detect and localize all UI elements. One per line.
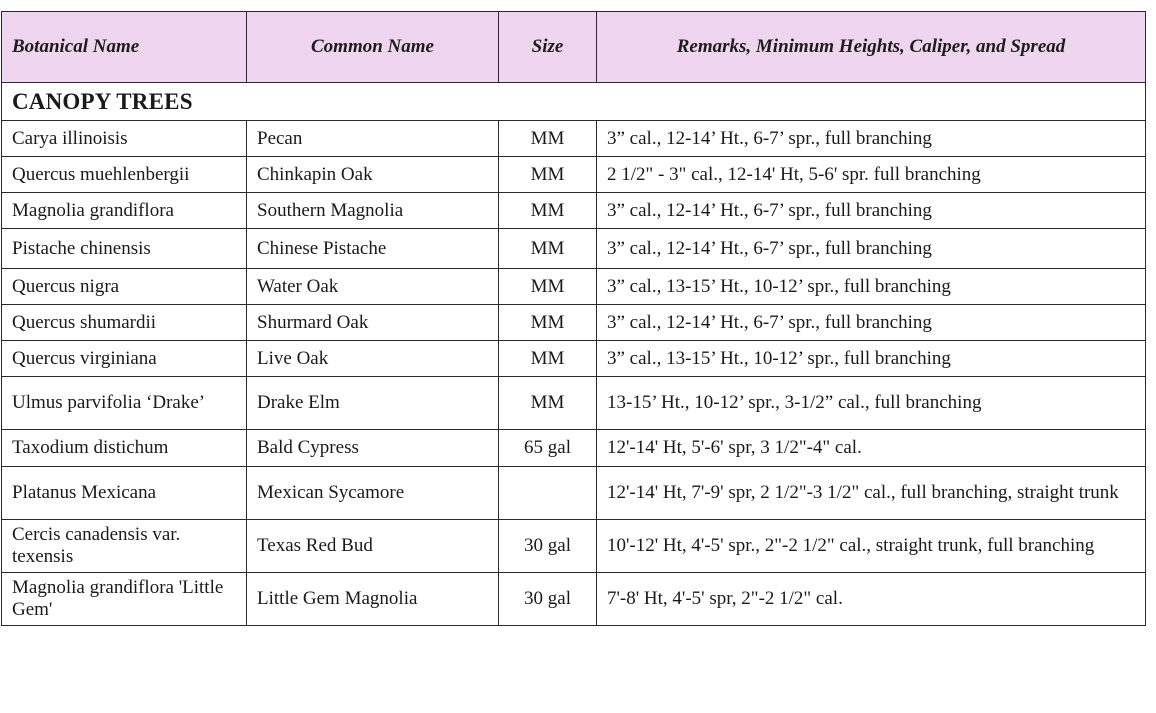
common-name-cell: Little Gem Magnolia <box>247 573 499 626</box>
common-name-cell: Mexican Sycamore <box>247 467 499 520</box>
botanical-name-cell: Magnolia grandiflora <box>2 193 247 229</box>
table-row <box>2 573 1146 626</box>
table-row <box>2 193 1146 229</box>
section-title: CANOPY TREES <box>2 83 1146 121</box>
botanical-name-cell: Magnolia grandiflora 'Little Gem' <box>2 573 247 626</box>
botanical-name-cell: Pistache chinensis <box>2 229 247 269</box>
size-cell <box>499 467 597 520</box>
plant-schedule-table <box>1 11 1146 626</box>
remarks-cell: 3” cal., 12-14’ Ht., 6-7’ spr., full branching <box>597 305 1146 341</box>
section-row <box>2 83 1146 121</box>
size-cell: MM <box>499 229 597 269</box>
botanical-name-cell: Ulmus parvifolia ‘Drake’ <box>2 377 247 430</box>
size-cell: 30 gal <box>499 573 597 626</box>
size-cell: MM <box>499 341 597 377</box>
common-name-cell: Texas Red Bud <box>247 520 499 573</box>
remarks-cell: 2 1/2" - 3" cal., 12-14' Ht, 5-6' spr. full branching <box>597 157 1146 193</box>
table-row <box>2 377 1146 430</box>
size-cell: MM <box>499 305 597 341</box>
table-row <box>2 157 1146 193</box>
header-botanical-name: Botanical Name <box>2 12 247 83</box>
remarks-cell: 3” cal., 12-14’ Ht., 6-7’ spr., full branching <box>597 229 1146 269</box>
common-name-cell: Chinkapin Oak <box>247 157 499 193</box>
table-row <box>2 121 1146 157</box>
header-remarks: Remarks, Minimum Heights, Caliper, and Spread <box>597 12 1146 83</box>
size-cell: 65 gal <box>499 430 597 467</box>
header-row <box>2 12 1146 83</box>
table-row <box>2 305 1146 341</box>
remarks-cell: 7'-8' Ht, 4'-5' spr, 2"-2 1/2" cal. <box>597 573 1146 626</box>
table-row <box>2 341 1146 377</box>
remarks-cell: 3” cal., 12-14’ Ht., 6-7’ spr., full branching <box>597 121 1146 157</box>
botanical-name-cell: Carya illinoisis <box>2 121 247 157</box>
botanical-name-cell: Quercus nigra <box>2 269 247 305</box>
botanical-name-cell: Platanus Mexicana <box>2 467 247 520</box>
remarks-cell: 3” cal., 12-14’ Ht., 6-7’ spr., full branching <box>597 193 1146 229</box>
botanical-name-cell: Taxodium distichum <box>2 430 247 467</box>
common-name-cell: Drake Elm <box>247 377 499 430</box>
remarks-cell: 3” cal., 13-15’ Ht., 10-12’ spr., full branching <box>597 341 1146 377</box>
common-name-cell: Southern Magnolia <box>247 193 499 229</box>
common-name-cell: Water Oak <box>247 269 499 305</box>
size-cell: MM <box>499 377 597 430</box>
remarks-cell: 12'-14' Ht, 7'-9' spr, 2 1/2"-3 1/2" cal., full branching, straight trunk <box>597 467 1146 520</box>
botanical-name-cell: Quercus shumardii <box>2 305 247 341</box>
header-size: Size <box>499 12 597 83</box>
header-common-name: Common Name <box>247 12 499 83</box>
botanical-name-cell: Quercus virginiana <box>2 341 247 377</box>
size-cell: MM <box>499 193 597 229</box>
common-name-cell: Bald Cypress <box>247 430 499 467</box>
size-cell: MM <box>499 121 597 157</box>
size-cell: MM <box>499 269 597 305</box>
common-name-cell: Shurmard Oak <box>247 305 499 341</box>
table-row <box>2 229 1146 269</box>
table-row <box>2 467 1146 520</box>
table-row <box>2 430 1146 467</box>
remarks-cell: 10'-12' Ht, 4'-5' spr., 2"-2 1/2" cal., straight trunk, full branching <box>597 520 1146 573</box>
remarks-cell: 3” cal., 13-15’ Ht., 10-12’ spr., full branching <box>597 269 1146 305</box>
table-row <box>2 520 1146 573</box>
size-cell: 30 gal <box>499 520 597 573</box>
remarks-cell: 13-15’ Ht., 10-12’ spr., 3-1/2” cal., full branching <box>597 377 1146 430</box>
table-row <box>2 269 1146 305</box>
size-cell: MM <box>499 157 597 193</box>
common-name-cell: Live Oak <box>247 341 499 377</box>
remarks-cell: 12'-14' Ht, 5'-6' spr, 3 1/2"-4" cal. <box>597 430 1146 467</box>
botanical-name-cell: Quercus muehlenbergii <box>2 157 247 193</box>
common-name-cell: Chinese Pistache <box>247 229 499 269</box>
common-name-cell: Pecan <box>247 121 499 157</box>
botanical-name-cell: Cercis canadensis var. texensis <box>2 520 247 573</box>
